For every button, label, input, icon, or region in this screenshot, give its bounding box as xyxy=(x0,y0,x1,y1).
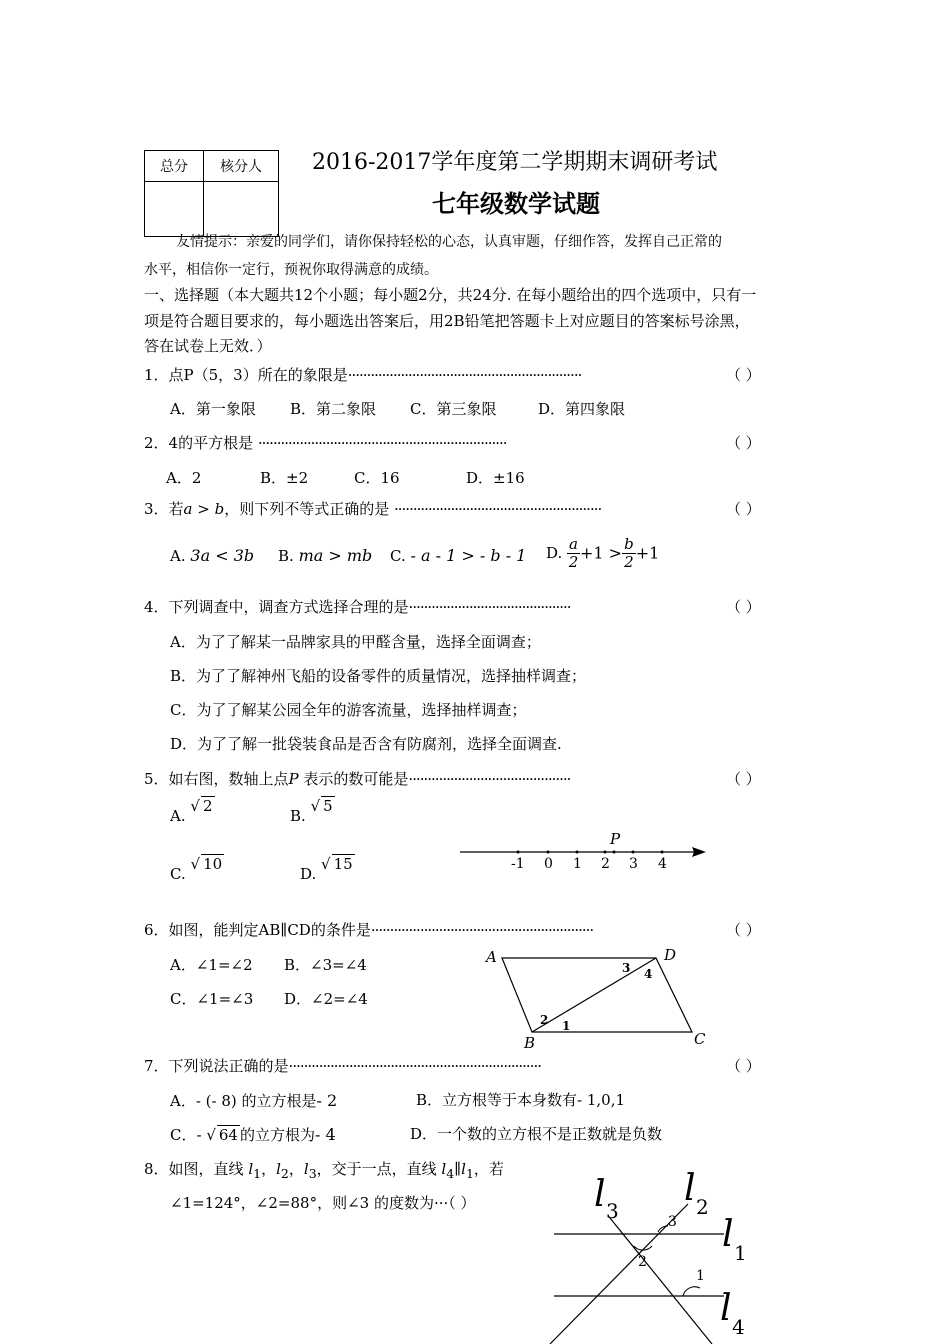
q2-option-d[interactable]: D．±16 xyxy=(466,469,525,487)
vertex-b: B xyxy=(524,1034,536,1052)
q5-b-label: B. xyxy=(290,807,306,825)
q8-l4-sub: 4 xyxy=(446,1166,455,1181)
q8-l3-sub: 3 xyxy=(308,1166,317,1181)
score-total-header: 总分 xyxy=(145,151,204,182)
q5-d-label: D. xyxy=(300,865,317,883)
section-1-intro-3: 答在试卷上无效．） xyxy=(144,337,272,355)
q1-option-c[interactable]: C．第三象限 xyxy=(410,400,497,418)
score-table xyxy=(144,150,279,237)
q3-d-end: +1 xyxy=(635,543,660,563)
exam-title: 2016-2017学年度第二学期期末调研考试 xyxy=(312,150,718,175)
axis-label-3: 3 xyxy=(629,856,638,872)
q3-stem-post: ，则下列不等式正确的是 xyxy=(224,500,390,518)
q5-stem-pre: 5．如右图，数轴上点 xyxy=(144,770,289,788)
q3-d-fraction-2: $\frac{b}{2}$ xyxy=(624,535,634,571)
q3-c-label: C. xyxy=(390,547,406,565)
q8-l3: l xyxy=(303,1160,309,1178)
fig-l4-sub: 4 xyxy=(732,1315,745,1339)
fig-angle-3: 3 xyxy=(668,1214,677,1230)
q2-stem-text: 2．4的平方根是 xyxy=(144,434,254,452)
q3-c-expr: - a - 1 > - b - 1 xyxy=(410,546,527,565)
q3-b-label: B. xyxy=(278,547,294,565)
vertex-d: D xyxy=(664,946,677,964)
q4-option-b[interactable]: B．为了了解神州飞船的设备零件的质量情况，选择抽样调查； xyxy=(170,667,587,685)
q4-answer-paren[interactable]: （ ） xyxy=(726,598,761,616)
q3-option-c[interactable] xyxy=(390,546,526,565)
q1-option-b[interactable]: B．第二象限 xyxy=(290,400,377,418)
vertex-a: A xyxy=(486,948,497,966)
q5-a-radicand: 2 xyxy=(202,797,213,815)
q5-option-d[interactable]: D. √ 15 xyxy=(300,855,353,883)
q5-d-radicand: 15 xyxy=(333,855,353,873)
score-checker-header: 核分人 xyxy=(204,151,279,182)
fig-angle-1: 1 xyxy=(696,1268,705,1284)
q7-answer-paren[interactable]: （ ） xyxy=(726,1057,761,1075)
q3-condition: a > b xyxy=(183,500,225,518)
q6-option-b[interactable]: B．∠3=∠4 xyxy=(284,956,367,974)
q3-leader: ······················································· xyxy=(394,500,602,518)
q5-a-label: A. xyxy=(170,807,186,825)
q2-option-c[interactable]: C．16 xyxy=(354,469,400,487)
angle-3-label: 3 xyxy=(622,961,631,975)
q8-stem-line-1: 8．如图，直线 $l_1$，$l_2$，$l_3$，交于一点，直线 $l_4\parallel l_1$，若 xyxy=(144,1160,504,1181)
q8-stem-line-2[interactable]: ∠1=124°，∠2=88°，则∠3 的度数为···（ ） xyxy=(170,1194,476,1212)
q4-option-d[interactable]: D．为了了解一批袋装食品是否含有防腐剂，选择全面调查. xyxy=(170,735,562,753)
q8-l1-b-sub: 1 xyxy=(465,1166,474,1181)
hint-line-2: 水平，相信你一定行，预祝你取得满意的成绩。 xyxy=(144,262,438,278)
point-p-dot xyxy=(613,851,616,854)
q3-option-a[interactable] xyxy=(170,546,254,565)
q3-a-expr: 3a < 3b xyxy=(190,546,255,565)
angle-2-label: 2 xyxy=(540,1013,549,1027)
point-p-label: P xyxy=(610,830,621,848)
fig-angle-2: 2 xyxy=(638,1254,647,1270)
angle-1-arc xyxy=(683,1287,700,1296)
tick-1 xyxy=(576,851,579,854)
q7-option-d[interactable]: D．一个数的立方根不是正数就是负数 xyxy=(410,1125,663,1143)
q3-option-d[interactable] xyxy=(546,536,659,570)
q5-option-b[interactable]: B. √ 5 xyxy=(290,797,333,825)
q8-l1-sub: 1 xyxy=(253,1166,262,1181)
angle-1-label: 1 xyxy=(562,1019,571,1033)
q6-answer-paren[interactable]: （ ） xyxy=(726,921,761,939)
q6-parallelogram-figure xyxy=(480,940,720,1056)
q8-l4: l xyxy=(441,1160,447,1178)
q6-leader: ··························································· xyxy=(370,921,594,939)
q7-c-text: C．- xyxy=(170,1126,202,1144)
q8-line1-mid: ，交于一点，直线 xyxy=(316,1160,442,1178)
q8-lines-figure xyxy=(540,1170,780,1344)
q7-b-text: B．立方根等于本身数有 xyxy=(416,1091,578,1109)
q5-leader: ··········································· xyxy=(408,770,571,788)
q7-c-radicand: 64 xyxy=(218,1126,238,1144)
q5-b-radicand: 5 xyxy=(323,797,333,815)
q3-stem-pre: 3．若 xyxy=(144,500,184,518)
q4-leader: ··········································· xyxy=(408,598,571,616)
diagonal-bd xyxy=(532,958,656,1032)
q5-stem-post: 表示的数可能是 xyxy=(298,770,409,788)
tick-3 xyxy=(632,851,635,854)
q2-answer-paren[interactable]: （ ） xyxy=(726,434,761,452)
q3-stem xyxy=(144,500,601,518)
q7-leader: ··································································· xyxy=(288,1057,542,1075)
q7-option-a[interactable] xyxy=(170,1091,337,1110)
q7-c-value: - 4 xyxy=(314,1125,336,1144)
q7-option-c[interactable]: C．- √ 64 的立方根为- 4 xyxy=(170,1125,336,1144)
exam-subtitle: 七年级数学试题 xyxy=(432,190,600,218)
q1-option-a[interactable]: A．第一象限 xyxy=(170,400,256,418)
q7-a-value: - 2 xyxy=(316,1091,338,1110)
tick-neg1 xyxy=(517,851,520,854)
section-1-intro-1: 一、选择题（本大题共12个小题；每小题2分，共24分. 在每小题给出的四个选项中，只有一 xyxy=(144,286,757,304)
q7-a-text: A．- (- 8) 的立方根是 xyxy=(170,1092,317,1110)
fig-l1-sub: 1 xyxy=(734,1241,747,1265)
tick-0 xyxy=(547,851,550,854)
q1-stem xyxy=(144,366,581,384)
q5-number-line-figure xyxy=(456,826,716,878)
q6-option-d[interactable]: D．∠2=∠4 xyxy=(284,990,368,1008)
axis-label-4: 4 xyxy=(658,856,667,872)
q4-stem xyxy=(144,598,571,616)
q1-answer-paren[interactable]: （ ） xyxy=(726,366,761,384)
axis-label-0: 0 xyxy=(544,856,553,872)
q3-option-b[interactable] xyxy=(278,546,372,565)
axis-label-neg1: -1 xyxy=(511,856,525,872)
axis-label-1: 1 xyxy=(573,856,582,872)
axis-label-2: 2 xyxy=(601,856,610,872)
parallelogram-abcd xyxy=(502,958,692,1032)
q2-option-a[interactable]: A．2 xyxy=(166,469,202,487)
q5-option-c[interactable]: C. √ 10 xyxy=(170,855,223,883)
q6-option-a[interactable]: A．∠1=∠2 xyxy=(170,956,253,974)
score-checker-cell[interactable] xyxy=(204,182,279,237)
q8-l1-b: l xyxy=(461,1160,466,1178)
q2-option-b[interactable]: B．±2 xyxy=(260,469,309,487)
tick-2 xyxy=(604,851,607,854)
q4-stem-text: 4．下列调查中，调查方式选择合理的是 xyxy=(144,598,409,616)
q5-c-radicand: 10 xyxy=(203,855,223,873)
fig-l2-label: l xyxy=(684,1170,696,1209)
q8-l2-sub: 2 xyxy=(280,1166,289,1181)
q1-stem-text: 1．点P（5，3）所在的象限是 xyxy=(144,366,348,384)
fig-l4-label: l xyxy=(720,1288,732,1329)
fig-l2-sub: 2 xyxy=(696,1195,709,1219)
q6-stem-text: 6．如图，能判定AB∥CD的条件是 xyxy=(144,921,371,939)
q3-d-fraction-1: $\frac{a}{2}$ xyxy=(568,535,579,571)
tick-4 xyxy=(661,851,664,854)
q1-option-d[interactable]: D．第四象限 xyxy=(538,400,626,418)
fig-l3-sub: 3 xyxy=(606,1199,619,1223)
q3-d-mid: +1 > xyxy=(580,543,623,563)
number-line-arrow xyxy=(692,847,706,857)
q5-stem xyxy=(144,770,570,788)
q7-b-value: - 1,0,1 xyxy=(577,1091,626,1109)
score-total-cell[interactable] xyxy=(145,182,204,237)
q3-b-expr: ma > mb xyxy=(298,546,373,565)
q5-option-a[interactable]: A. √ 2 xyxy=(170,797,213,825)
q7-stem xyxy=(144,1057,541,1075)
q8-l1: l xyxy=(248,1160,254,1178)
hint-line-1: 友情提示：亲爱的同学们，请你保持轻松的心态，认真审题，仔细作答，发挥自己正常的 xyxy=(176,234,722,250)
q6-option-c[interactable]: C．∠1=∠3 xyxy=(170,990,254,1008)
q4-option-c[interactable]: C．为了了解某公园全年的游客流量，选择抽样调查； xyxy=(170,701,527,719)
q8-line1-post: ，若 xyxy=(473,1160,504,1178)
q2-leader: ·································································· xyxy=(257,434,507,452)
q6-stem xyxy=(144,921,593,939)
q4-option-a[interactable]: A．为了了解某一品牌家具的甲醛含量，选择全面调查； xyxy=(170,633,541,651)
q3-a-label: A. xyxy=(170,547,186,565)
q7-c-mid: 的立方根为 xyxy=(239,1126,315,1144)
fig-l3-label: l xyxy=(594,1174,606,1215)
q5-answer-paren[interactable]: （ ） xyxy=(726,770,761,788)
q5-stem-p: P xyxy=(288,770,299,788)
q5-c-label: C. xyxy=(170,865,186,883)
q8-line1-pre: 8．如图，直线 xyxy=(144,1160,249,1178)
vertex-c: C xyxy=(694,1030,706,1048)
q1-leader: ······························································ xyxy=(347,366,582,384)
q8-l2: l xyxy=(276,1160,281,1178)
q2-stem xyxy=(144,434,507,452)
angle-4-label: 4 xyxy=(644,967,653,981)
q7-stem-text: 7．下列说法正确的是 xyxy=(144,1057,289,1075)
fig-l1-label: l xyxy=(722,1214,734,1255)
section-1-intro-2: 项是符合题目要求的，每小题选出答案后，用2B铅笔把答题卡上对应题目的答案标号涂黑， xyxy=(144,312,750,330)
q3-d-label: D. xyxy=(546,544,563,562)
q3-answer-paren[interactable]: （ ） xyxy=(726,500,761,518)
q7-option-b[interactable] xyxy=(416,1091,625,1109)
